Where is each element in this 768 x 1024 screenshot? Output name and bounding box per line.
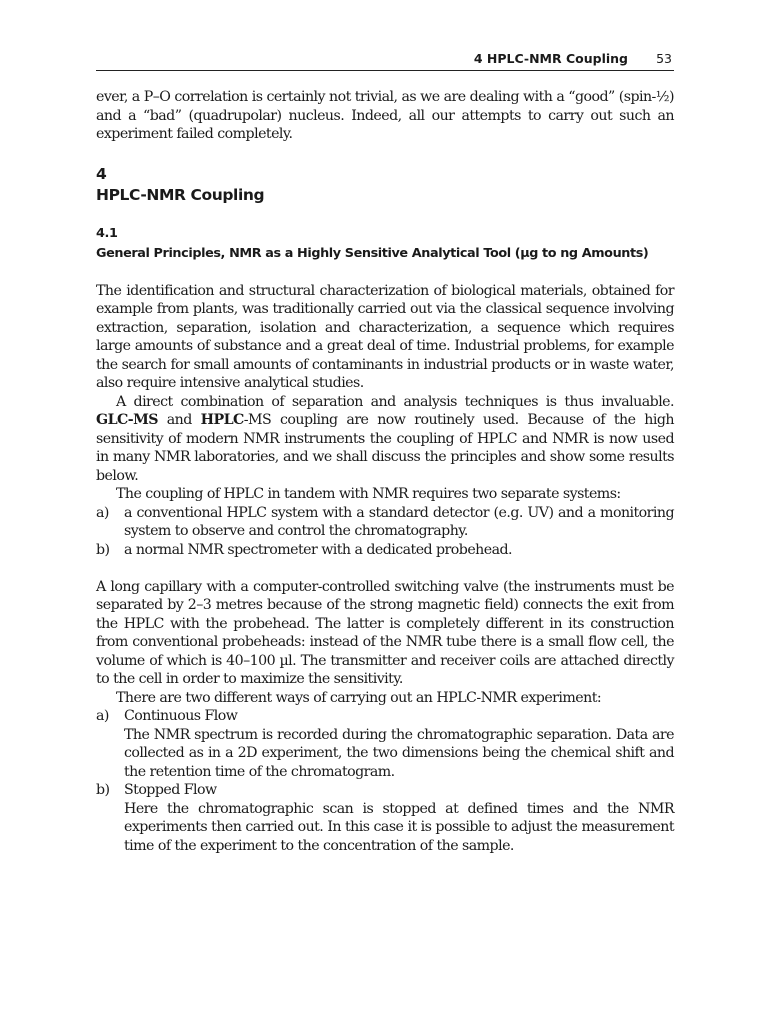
chapter-title: HPLC-NMR Coupling [96,185,265,204]
chapter-heading [96,164,674,206]
paragraph-identification: The identification and structural characterization of biological materials, obtained for example from plants, was traditionally carried out via the classical sequence involving extraction, separation, isolation and characterization, a sequence which requires large amounts of substance and a great deal of time. Industrial problems, for example the search for small amounts of contaminants in industrial products or in waste water, also require intensive analytical studies. [96,282,674,391]
list-item [96,541,674,560]
paragraph-coupling-systems: The coupling of HPLC in tandem with NMR requires two separate systems: [116,486,621,502]
chapter-number: 4 [96,164,107,183]
paragraph-spacer [96,559,674,578]
term-hplc: HPLC [200,412,244,428]
page-number: 53 [656,51,672,66]
list-item-text: Here the chromatographic scan is stopped at defined times and the NMR experiments then carried out. In this case it is possible to adjust the measurement time of the experiment to the concentration of the sample. [124,800,674,854]
list-item [96,781,674,855]
running-header-title: 4 HPLC-NMR Coupling [473,51,628,66]
modes-list [96,707,674,855]
list-item-title: Stopped Flow [124,782,217,798]
paragraph-text: -MS coupling are now routinely used. Because of the high sensitivity of modern NMR instruments the coupling of HPLC and NMR is now used in many NMR laboratories, and we shall discuss the principles and show some results below. [96,412,674,484]
intro-paragraph: ever, a P–O correlation is certainly not trivial, as we are dealing with a “good” (spin-½) and a “bad” (quadrupolar) nucleus. Indeed, all our attempts to carry out such an experiment failed completely. [96,89,674,142]
list-item [96,707,674,781]
paragraph-two-ways: There are two different ways of carrying out an HPLC-NMR experiment: [116,689,602,706]
term-glc-ms: GLC-MS [96,412,158,428]
section-heading [96,224,674,264]
running-header [96,50,674,71]
paragraph-text: and [157,412,201,428]
paragraph-capillary: A long capillary with a computer-controlled switching valve (the instruments must be separated by 2–3 metres because of the strong magnetic field) connects the exit from the HPLC with the probehead. The latter is completely different in its construction from conventional probeheads: instead of the NMR tube there is a small flow cell, the volume of which is 40–100 µl. The transmitter and receiver coils are attached directly to the cell in order to maximize the sensitivity. [96,578,674,687]
list-item-text: a normal NMR spectrometer with a dedicated probehead. [124,541,512,558]
list-item-label: a) [96,504,109,521]
list-item [96,504,674,541]
paragraph-text: A direct combination of separation and analysis techniques is thus invaluable. [116,393,674,410]
section-number: 4.1 [96,225,118,241]
list-item-text: The NMR spectrum is recorded during the chromatographic separation. Data are collected as in a 2D experiment, the two dimensions being the chemical shift and the retention time of the chromatogram. [124,726,674,780]
systems-list [96,504,674,560]
list-item-title: Continuous Flow [124,708,238,724]
list-item-label: b) [96,782,110,798]
paragraph-direct-combination [96,393,674,486]
list-item-label: a) [96,708,109,724]
list-item-label: b) [96,541,110,558]
list-item-text: a conventional HPLC system with a standard detector (e.g. UV) and a monitoring system to observe and control the chromatography. [124,504,674,539]
page-body [96,88,674,855]
section-title: General Principles, NMR as a Highly Sensitive Analytical Tool (µg to ng Amounts) [96,245,649,261]
